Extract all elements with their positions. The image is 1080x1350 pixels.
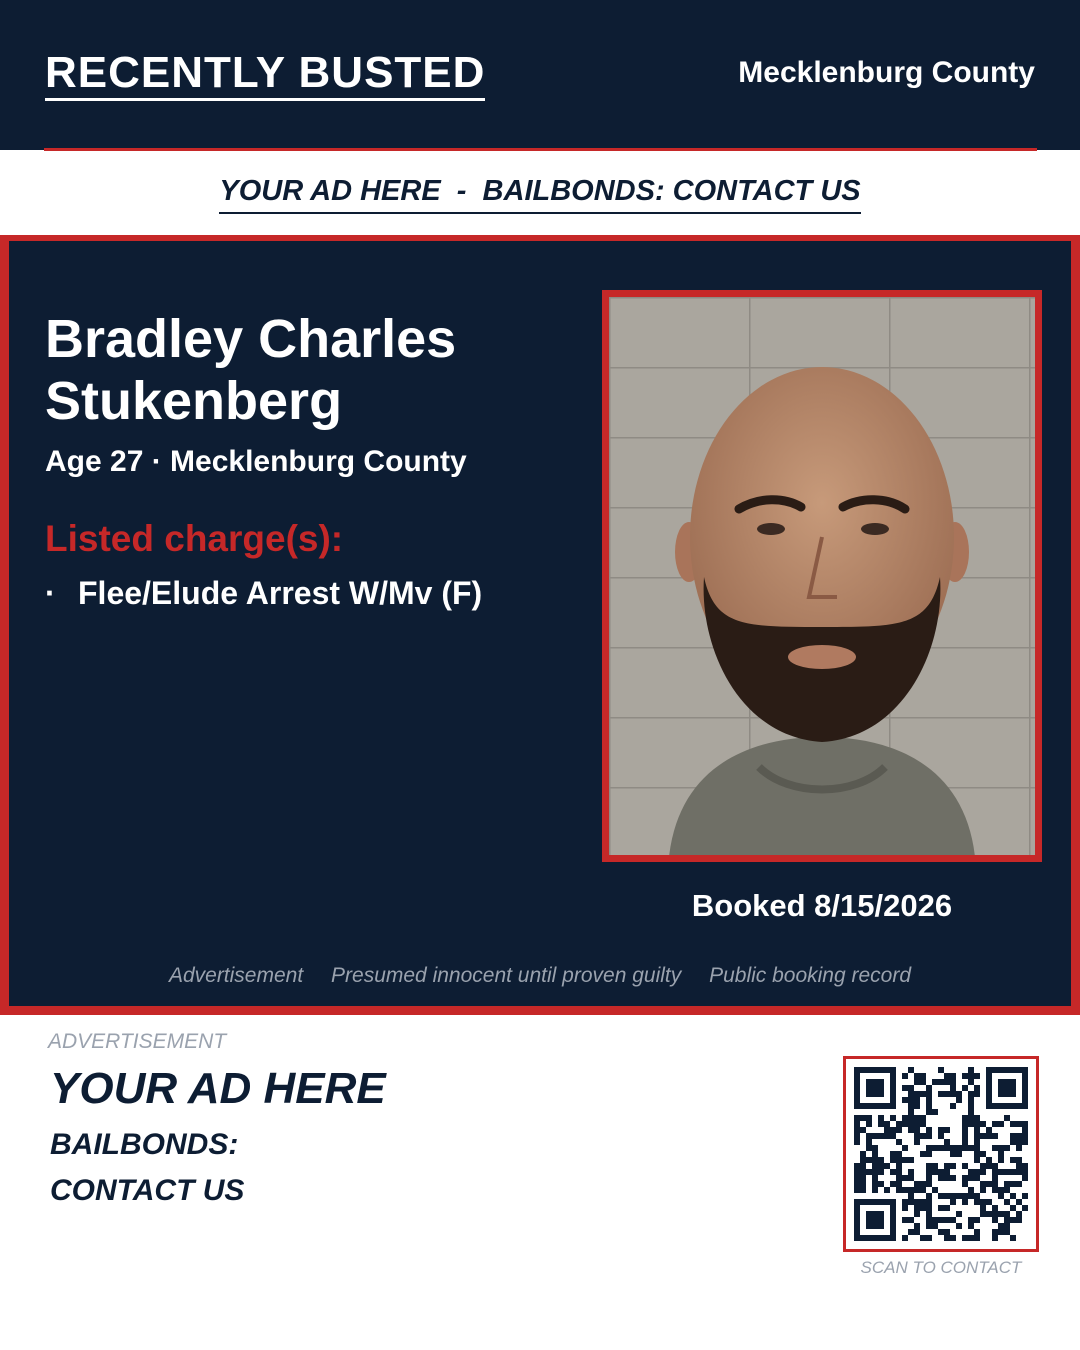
bullet-icon: · [45, 575, 56, 611]
charge-text: Flee/Elude Arrest W/Mv (F) [78, 575, 483, 611]
mugshot-frame [602, 290, 1042, 862]
ad-headline[interactable]: YOUR AD HERE [50, 1064, 386, 1113]
qr-code[interactable] [846, 1059, 1036, 1249]
qr-code-icon [846, 1059, 1036, 1249]
footnote-row [0, 964, 1080, 988]
footnote-presumed-innocent: Presumed innocent until proven guilty [331, 964, 682, 987]
person-meta: Age 27 · Mecklenburg County [45, 445, 467, 478]
person-name [45, 308, 585, 432]
qr-code-frame[interactable] [843, 1056, 1039, 1252]
footnote-advertisement: Advertisement [168, 964, 304, 987]
charge-item [45, 575, 482, 612]
ad-banner-text[interactable]: YOUR AD HERE - BAILBONDS: CONTACT US [219, 175, 860, 214]
brand-title: RECENTLY BUSTED [45, 50, 485, 101]
person-name-line2: Stukenberg [45, 371, 343, 431]
footnote-public-record: Public booking record [709, 964, 912, 987]
ad-line-2: CONTACT US [50, 1174, 245, 1207]
qr-caption: SCAN TO CONTACT [860, 1258, 1022, 1277]
booked-date: Booked 8/15/2026 [691, 888, 953, 923]
header-county: Mecklenburg County [738, 56, 1035, 89]
charges-heading: Listed charge(s): [45, 518, 344, 559]
mugshot-photo [609, 297, 1035, 855]
ad-line-1: BAILBONDS: [50, 1128, 239, 1161]
ad-label: ADVERTISEMENT [48, 1030, 227, 1053]
mugshot-image [609, 297, 1035, 855]
person-name-line1: Bradley Charles [45, 309, 457, 369]
ad-banner[interactable] [0, 151, 1080, 235]
header-bar [0, 0, 1080, 150]
